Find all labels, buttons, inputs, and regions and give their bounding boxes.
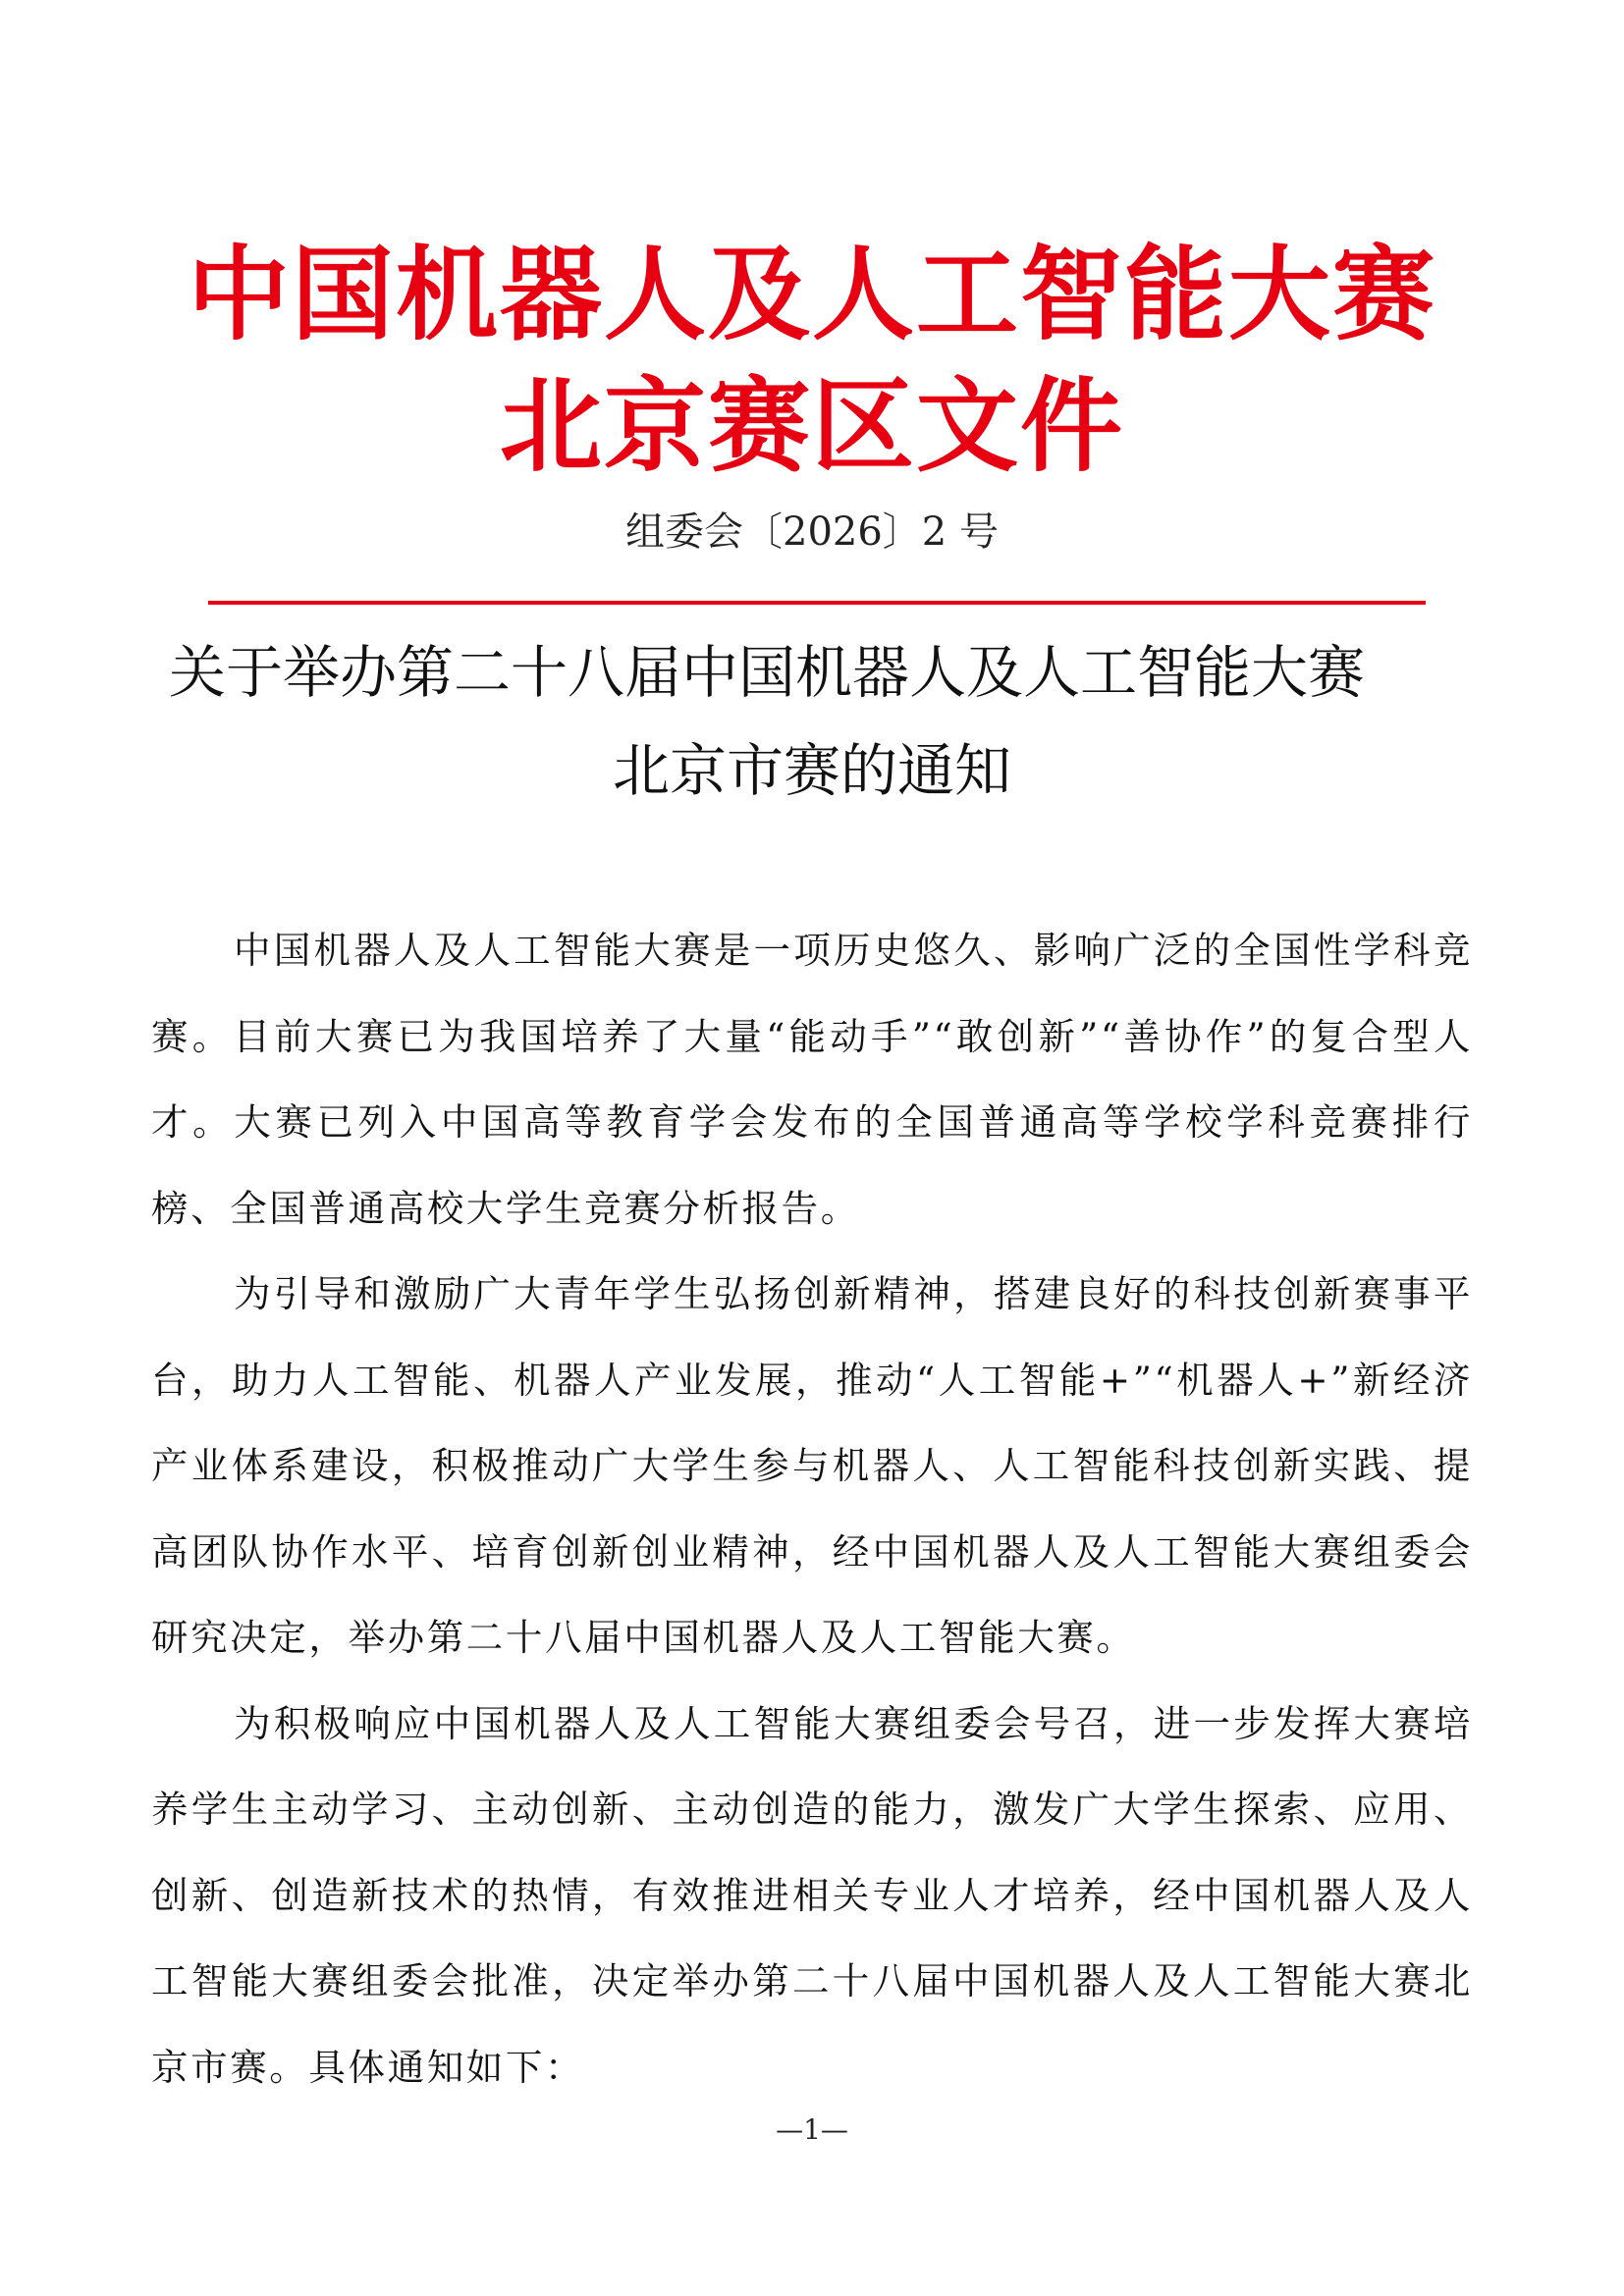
notice-title-line2: 北京市赛的通知 (612, 737, 1011, 804)
page-number: —1— (776, 2113, 848, 2146)
document-number: 组委会〔2026〕2 号 (625, 509, 999, 555)
header-title-line1: 中国机器人及人工智能大赛 (187, 235, 1436, 354)
red-divider-line (208, 601, 1426, 605)
body-paragraph-1: 中国机器人及人工智能大赛是一项历史悠久、影响广泛的全国性学科竞赛。目前大赛已为我国培养了大量“能动手”“敢创新”“善协作”的复合型人才。大赛已列入中国高等教育学会发布的全国普通高等学校学科竞赛排行榜、全国普通高校大学生竞赛分析报告。 (151, 929, 1473, 1230)
notice-title-line1: 关于举办第二十八届中国机器人及人工智能大赛 (168, 639, 1365, 706)
notice-body (151, 908, 1473, 2110)
body-paragraph-3: 为积极响应中国机器人及人工智能大赛组委会号召，进一步发挥大赛培养学生主动学习、主动创新、主动创造的能力，激发广大学生探索、应用、创新、创造新技术的热情，有效推进相关专业人才培养，经中国机器人及人工智能大赛组委会批准，决定举办第二十八届中国机器人及人工智能大赛北京市赛。具体通知如下： (151, 1701, 1473, 2089)
body-paragraph-2: 为引导和激励广大青年学生弘扬创新精神，搭建良好的科技创新赛事平台，助力人工智能、机器人产业发展，推动“人工智能+”“机器人+”新经济产业体系建设，积极推动广大学生参与机器人、人工智能科技创新实践、提高团队协作水平、培育创新创业精神，经中国机器人及人工智能大赛组委会研究决定，举办第二十八届中国机器人及人工智能大赛。 (151, 1272, 1473, 1659)
header-title-line2: 北京赛区文件 (499, 366, 1124, 486)
